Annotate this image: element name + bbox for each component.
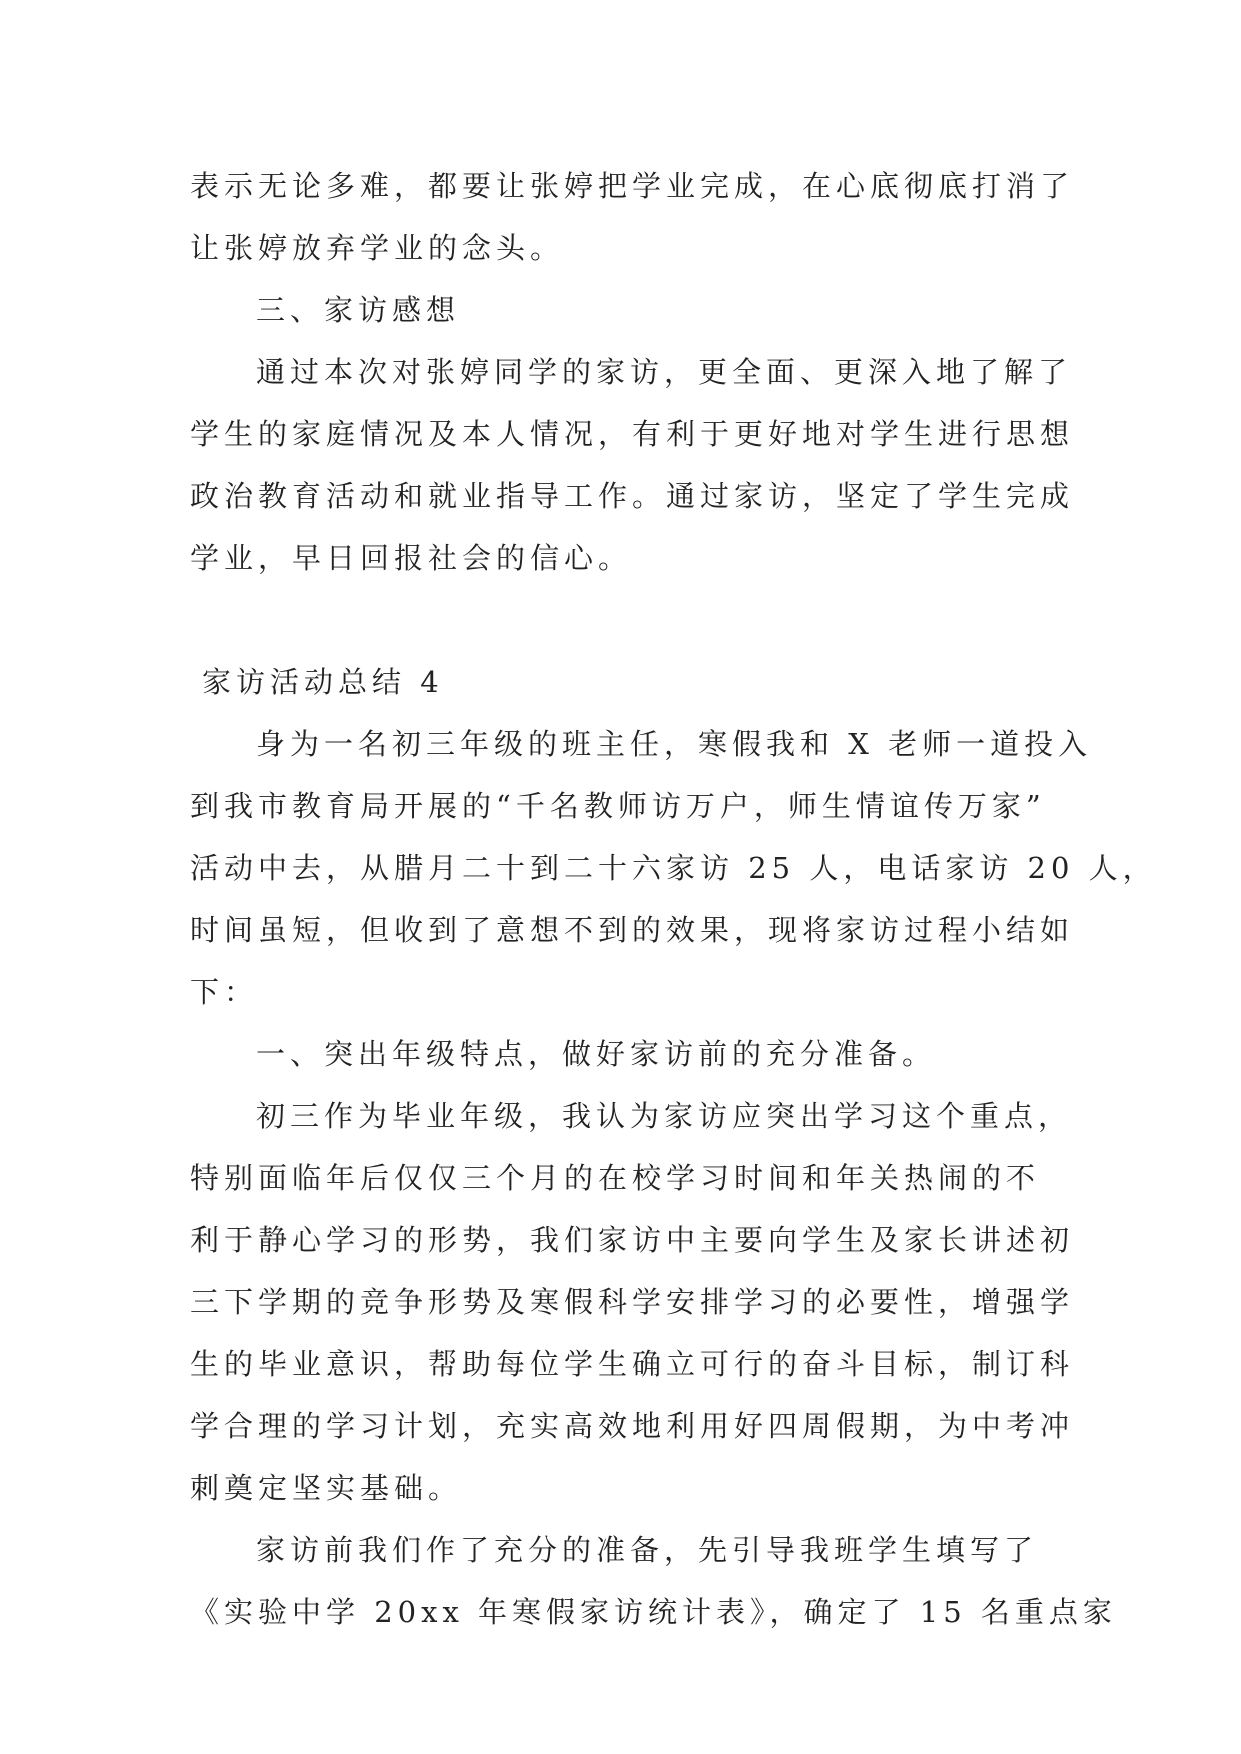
paragraph-line: 到我市教育局开展的“千名教师访万户，师生情谊传万家” bbox=[190, 789, 1046, 823]
paragraph-line: 学合理的学习计划，充实高效地利用好四周假期，为中考冲 bbox=[190, 1409, 1075, 1443]
paragraph-line: 让张婷放弃学业的念头。 bbox=[190, 231, 565, 265]
paragraph-line: 通过本次对张婷同学的家访，更全面、更深入地了解了 bbox=[256, 355, 1073, 389]
subheading-preparation: 一、突出年级特点，做好家访前的充分准备。 bbox=[256, 1037, 937, 1071]
paragraph-line: 学生的家庭情况及本人情况，有利于更好地对学生进行思想 bbox=[190, 417, 1075, 451]
section-title: 家访活动总结 4 bbox=[202, 665, 444, 699]
paragraph-line: 初三作为毕业年级，我认为家访应突出学习这个重点， bbox=[256, 1099, 1073, 1133]
paragraph-line: 活动中去，从腊月二十到二十六家访 25 人，电话家访 20 人， bbox=[190, 851, 1157, 885]
paragraph-line: 下： bbox=[190, 975, 259, 1009]
paragraph-line: 三下学期的竞争形势及寒假科学安排学习的必要性，增强学 bbox=[190, 1285, 1075, 1319]
subheading-reflections: 三、家访感想 bbox=[256, 293, 461, 327]
paragraph-line: 时间虽短，但收到了意想不到的效果，现将家访过程小结如 bbox=[190, 913, 1075, 947]
section-gap bbox=[190, 589, 1060, 651]
paragraph-line: 刺奠定坚实基础。 bbox=[190, 1471, 463, 1505]
document-body bbox=[190, 155, 1157, 1643]
paragraph-line: 利于静心学习的形势，我们家访中主要向学生及家长讲述初 bbox=[190, 1223, 1075, 1257]
paragraph-line: 《实验中学 20xx 年寒假家访统计表》，确定了 15 名重点家 bbox=[190, 1595, 1117, 1629]
paragraph-line: 学业，早日回报社会的信心。 bbox=[190, 541, 633, 575]
paragraph-line: 生的毕业意识，帮助每位学生确立可行的奋斗目标，制订科 bbox=[190, 1347, 1075, 1381]
paragraph-line: 家访前我们作了充分的准备，先引导我班学生填写了 bbox=[256, 1533, 1039, 1567]
paragraph-line: 特别面临年后仅仅三个月的在校学习时间和年关热闹的不 bbox=[190, 1161, 1041, 1195]
paragraph-line: 表示无论多难，都要让张婷把学业完成，在心底彻底打消了 bbox=[190, 169, 1075, 203]
paragraph-line: 政治教育活动和就业指导工作。通过家访，坚定了学生完成 bbox=[190, 479, 1075, 513]
paragraph-line: 身为一名初三年级的班主任，寒假我和 X 老师一道投入 bbox=[256, 727, 1093, 761]
